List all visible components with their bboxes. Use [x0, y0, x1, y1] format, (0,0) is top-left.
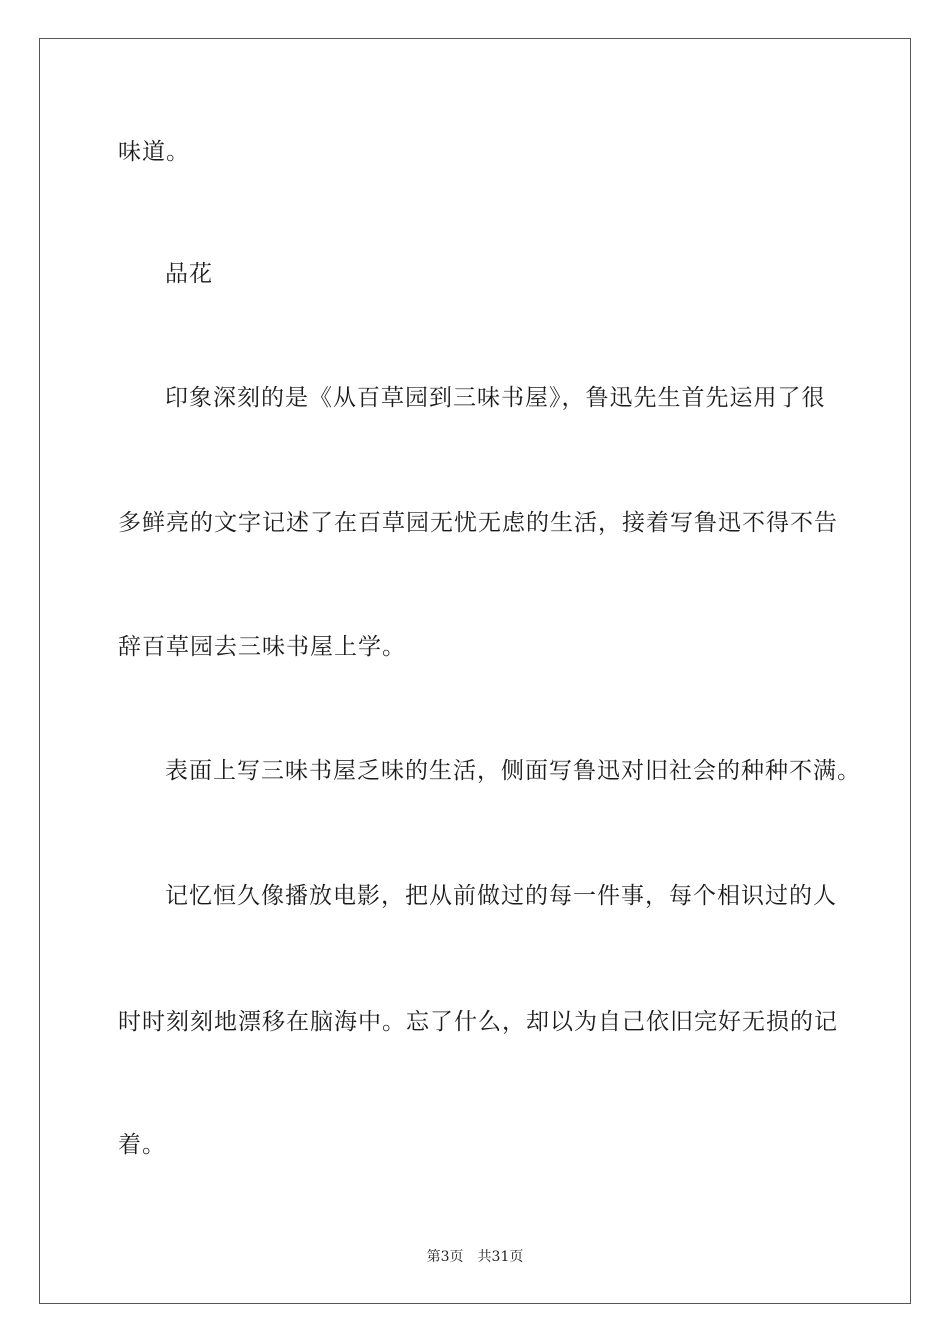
- paragraph-line: 着。: [118, 1132, 166, 1158]
- page-number: 第3页: [426, 1249, 464, 1265]
- section-heading: 品花: [165, 261, 213, 287]
- paragraph-line: 表面上写三味书屋乏味的生活，侧面写鲁迅对旧社会的种种不满。: [165, 758, 861, 784]
- paragraph-line: 印象深刻的是《从百草园到三味书屋》，鲁迅先生首先运用了很: [165, 385, 826, 411]
- paragraph-line: 辞百草园去三味书屋上学。: [118, 634, 406, 660]
- page-border: [39, 38, 911, 1304]
- page-total: 共31页: [477, 1249, 524, 1265]
- paragraph-line: 记忆恒久像播放电影，把从前做过的每一件事，每个相识过的人: [165, 883, 837, 909]
- page-footer: [0, 1248, 950, 1266]
- paragraph-line: 味道。: [118, 139, 190, 165]
- paragraph-line: 时时刻刻地漂移在脑海中。忘了什么，却以为自己依旧完好无损的记: [118, 1009, 838, 1035]
- paragraph-line: 多鲜亮的文字记述了在百草园无忧无虑的生活，接着写鲁迅不得不告: [118, 510, 838, 536]
